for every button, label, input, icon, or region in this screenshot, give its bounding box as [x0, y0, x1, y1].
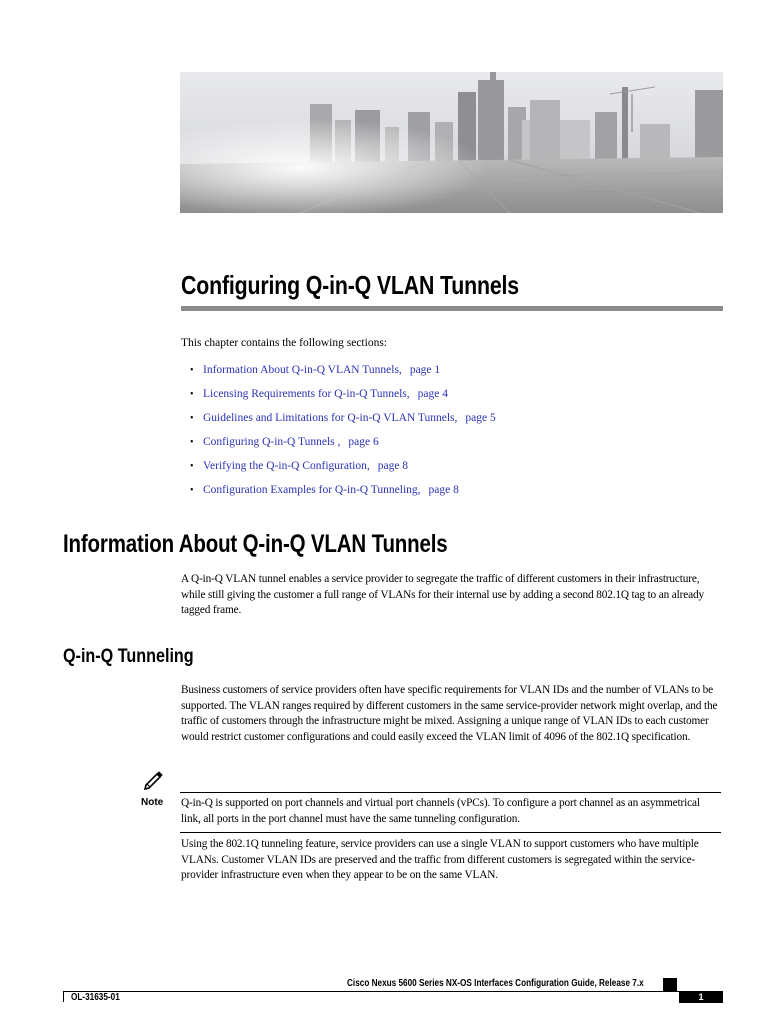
toc-page[interactable]: page 4	[417, 388, 449, 400]
toc-item[interactable]	[190, 388, 496, 412]
note-top-rule	[180, 792, 721, 793]
chapter-title: Configuring Q-in-Q VLAN Tunnels	[181, 270, 519, 300]
toc-item[interactable]	[190, 484, 496, 508]
toc-item[interactable]	[190, 364, 496, 388]
bullet-icon: •	[190, 365, 194, 376]
toc-link[interactable]: Information About Q-in-Q VLAN Tunnels,	[203, 364, 402, 376]
toc-link[interactable]: Configuring Q-in-Q Tunnels ,	[203, 436, 341, 448]
banner-image	[180, 72, 723, 213]
footer-marker	[663, 978, 677, 991]
title-rule	[181, 306, 723, 311]
bullet-icon: •	[190, 437, 194, 448]
toc-page[interactable]: page 5	[465, 412, 496, 424]
note-bottom-rule	[180, 832, 721, 833]
toc-link[interactable]: Guidelines and Limitations for Q-in-Q VLAN Tunnels,	[203, 412, 458, 424]
table-of-contents	[190, 364, 496, 508]
subsection-body-2: Using the 802.1Q tunneling feature, service providers can use a single VLAN to support customers who have multiple VLANs. Customer VLAN IDs are preserved and the traffic from different customers is segregated within the service-provider infrastructure even when they appear to be on the same VLAN.	[181, 838, 699, 881]
toc-link[interactable]: Licensing Requirements for Q-in-Q Tunnels,	[203, 388, 410, 400]
bullet-icon: •	[190, 461, 194, 472]
footer-guide-title: Cisco Nexus 5600 Series NX-OS Interfaces Configuration Guide, Release 7.x	[347, 978, 644, 989]
toc-page[interactable]: page 1	[409, 364, 441, 376]
intro-text: This chapter contains the following sections:	[181, 337, 387, 349]
bullet-icon: •	[190, 389, 194, 400]
toc-page[interactable]: page 6	[348, 436, 379, 448]
pencil-icon	[143, 768, 165, 790]
subsection-heading: Q-in-Q Tunneling	[63, 646, 194, 667]
section-heading: Information About Q-in-Q VLAN Tunnels	[63, 530, 448, 558]
footer-doc-number: OL-31635-01	[71, 992, 120, 1003]
bullet-icon: •	[190, 485, 194, 496]
toc-item[interactable]	[190, 412, 496, 436]
subsection-body: Business customers of service providers often have specific requirements for VLAN IDs and the number of VLANs to be supported. The VLAN ranges required by different customers in the same service-provider network might overlap, and the traffic of customers through the infrastructure might be mixed. Assigning a unique range of VLAN IDs to each customer would restrict customer configurations and could easily exceed the VLAN limit of 4096 of the 802.1Q specification.	[181, 684, 718, 743]
toc-page[interactable]: page 8	[428, 484, 459, 496]
toc-item[interactable]	[190, 460, 496, 484]
page-number: 1	[679, 991, 723, 1003]
toc-page[interactable]: page 8	[377, 460, 409, 472]
section-body: A Q-in-Q VLAN tunnel enables a service provider to segregate the traffic of different customers in their infrastructure, while still giving the customer a full range of VLANs for their internal use by adding a second 802.1Q tag to an already tagged frame.	[181, 573, 704, 616]
toc-link[interactable]: Configuration Examples for Q-in-Q Tunneling,	[203, 484, 421, 496]
bullet-icon: •	[190, 413, 194, 424]
note-text: Q-in-Q is supported on port channels and virtual port channels (vPCs). To configure a port channel as an asymmetrical link, all ports in the port channel must have the same tunneling configuration.	[181, 797, 700, 825]
toc-link[interactable]: Verifying the Q-in-Q Configuration,	[203, 460, 370, 472]
toc-item[interactable]	[190, 436, 496, 460]
note-label: Note	[141, 797, 164, 808]
footer-rule	[63, 991, 723, 992]
